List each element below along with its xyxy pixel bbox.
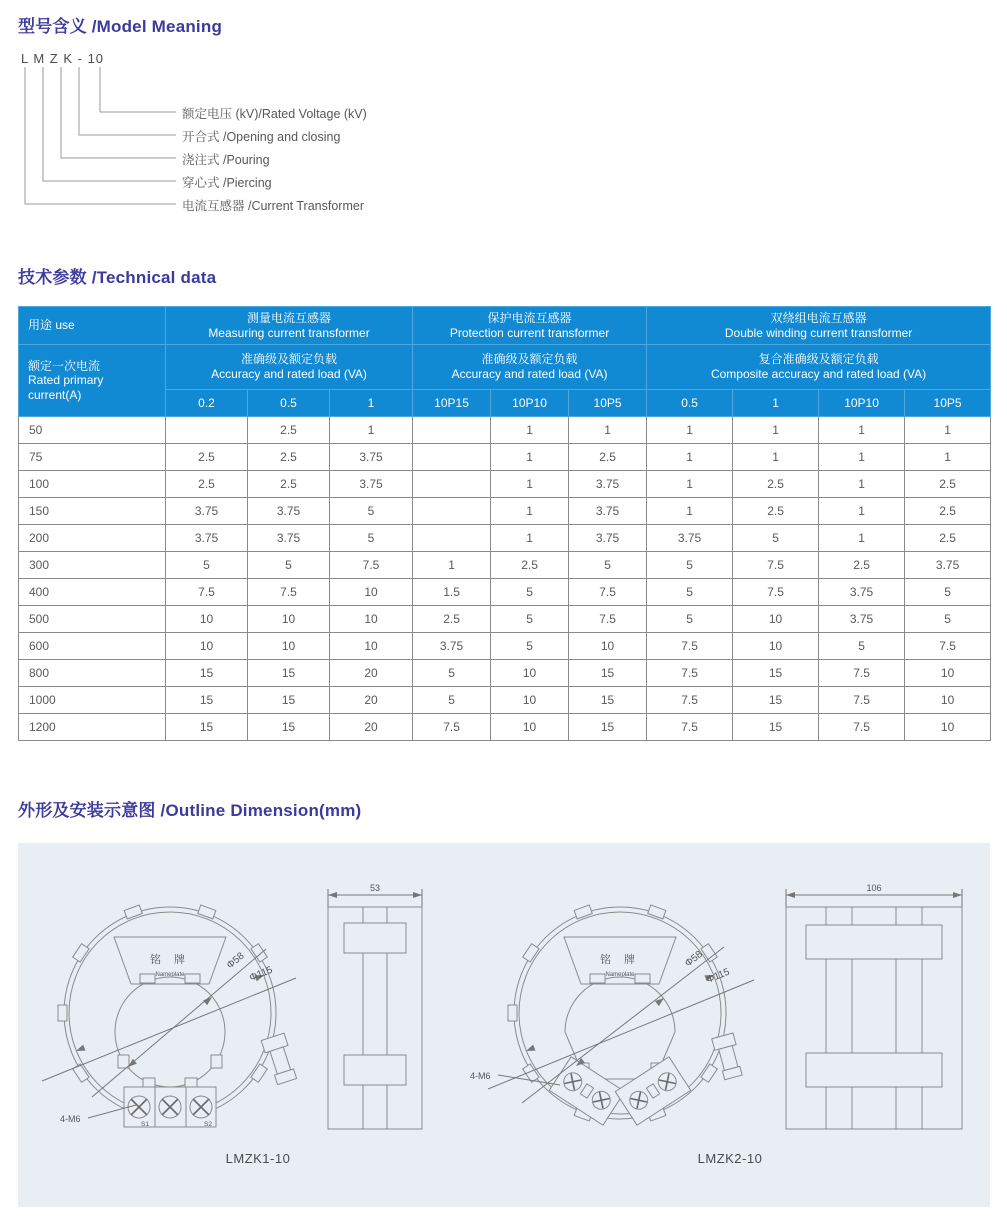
cell-rated-current: 400 [19, 579, 166, 606]
cell-value: 1 [819, 498, 905, 525]
header-sub-measuring-en: Accuracy and rated load (VA) [211, 367, 367, 381]
dim-label-phi115: Φ115 [248, 964, 275, 984]
cell-value: 1 [330, 417, 413, 444]
header-group-protection-cn: 保护电流互感器 [487, 310, 572, 325]
cell-value: 15 [733, 660, 819, 687]
cell-value: 1 [647, 498, 733, 525]
cell-value: 10 [569, 633, 647, 660]
col-10P5: 10P5 [569, 390, 647, 417]
header-group-double-winding-en: Double winding current transformer [724, 325, 913, 340]
cell-value: 3.75 [905, 552, 991, 579]
cell-value: 5 [647, 552, 733, 579]
header-sub-protection [413, 345, 647, 390]
header-group-measuring-en: Measuring current transformer [208, 325, 370, 340]
cell-rated-current: 1000 [19, 687, 166, 714]
cell-value: 1 [647, 471, 733, 498]
table-row [19, 444, 991, 471]
terminal-block-left [549, 1057, 624, 1125]
cell-value: 10 [491, 714, 569, 741]
cell-value: 1 [647, 417, 733, 444]
col-0.5: 0.5 [248, 390, 330, 417]
cell-rated-current: 150 [19, 498, 166, 525]
dim-label-phi58: Φ58 [224, 950, 247, 972]
cell-value: 1 [733, 417, 819, 444]
cell-value: 10 [733, 633, 819, 660]
cell-value: 3.75 [569, 498, 647, 525]
caption-lmzk1-10: LMZK1-10 [225, 1151, 291, 1166]
cell-value: 2.5 [905, 498, 991, 525]
header-group-protection-en: Protection current transformer [449, 325, 610, 340]
table-header-row-1 [19, 307, 991, 345]
cell-value: 7.5 [248, 579, 330, 606]
cell-value: 1 [905, 444, 991, 471]
bolt-label: 4-M6 [60, 1114, 81, 1124]
col-dw-10P10: 10P10 [819, 390, 905, 417]
cell-value: 20 [330, 687, 413, 714]
cell-value: 7.5 [647, 633, 733, 660]
cell-value: 1.5 [413, 579, 491, 606]
header-group-measuring-cn: 测量电流互感器 [247, 310, 332, 325]
cell-value: 15 [569, 687, 647, 714]
header-primary-en1: Rated primary [28, 373, 104, 388]
cell-value: 20 [330, 660, 413, 687]
cell-value: 15 [248, 714, 330, 741]
table-row [19, 498, 991, 525]
outline-drawing-panel [18, 843, 990, 1207]
cell-value: 15 [166, 714, 248, 741]
table-row [19, 579, 991, 606]
dim-label-phi115: Φ115 [705, 966, 732, 986]
model-meaning-title: 型号含义 /Model Meaning [18, 17, 223, 36]
cell-value: 3.75 [330, 471, 413, 498]
cell-value: 3.75 [819, 606, 905, 633]
header-rated-primary-current [19, 345, 166, 417]
cell-value: 10 [905, 714, 991, 741]
cell-value: 2.5 [166, 444, 248, 471]
header-sub-double-winding-cn: 复合准确级及额定负载 [758, 352, 879, 367]
cell-rated-current: 75 [19, 444, 166, 471]
cell-value: 7.5 [330, 552, 413, 579]
cell-value: 5 [905, 579, 991, 606]
cell-value [413, 525, 491, 552]
cell-rated-current: 200 [19, 525, 166, 552]
cell-value: 3.75 [413, 633, 491, 660]
terminal-label-s2: S2 [204, 1121, 212, 1128]
cell-value: 3.75 [248, 498, 330, 525]
cell-value [166, 417, 248, 444]
terminal-block [124, 1087, 216, 1128]
dimension-53 [328, 883, 422, 907]
cell-value: 10 [491, 687, 569, 714]
cell-value: 10 [166, 633, 248, 660]
cell-value: 15 [166, 660, 248, 687]
cell-value: 5 [166, 552, 248, 579]
cell-value: 3.75 [248, 525, 330, 552]
technical-data-title: 技术参数 /Technical data [18, 268, 217, 287]
lmzk1-front-view-drawing [38, 885, 303, 1160]
bolt-callout [470, 1071, 560, 1085]
cell-value: 3.75 [819, 579, 905, 606]
cell-value: 10 [905, 687, 991, 714]
cell-value: 5 [330, 525, 413, 552]
col-10P10: 10P10 [491, 390, 569, 417]
table-row [19, 552, 991, 579]
cell-value: 2.5 [569, 444, 647, 471]
cell-value: 1 [491, 471, 569, 498]
cell-value: 10 [733, 606, 819, 633]
cell-value: 1 [819, 471, 905, 498]
cell-value: 1 [819, 525, 905, 552]
header-group-protection [413, 307, 647, 345]
cell-rated-current: 500 [19, 606, 166, 633]
technical-data-table [18, 306, 991, 741]
cell-rated-current: 600 [19, 633, 166, 660]
cell-value: 5 [569, 552, 647, 579]
nameplate-en: Nameplate [605, 972, 635, 978]
cell-value: 1 [819, 444, 905, 471]
cell-value: 3.75 [330, 444, 413, 471]
model-code: L M Z K - 10 [21, 51, 105, 66]
table-row [19, 633, 991, 660]
cell-value: 3.75 [166, 498, 248, 525]
cell-value: 5 [733, 525, 819, 552]
side-connector [261, 1033, 298, 1085]
cell-value: 2.5 [733, 498, 819, 525]
lmzk1-side-view-drawing [300, 875, 450, 1140]
table-row [19, 687, 991, 714]
cell-value: 10 [491, 660, 569, 687]
cell-value: 2.5 [491, 552, 569, 579]
cell-value: 5 [413, 687, 491, 714]
cell-value: 15 [248, 660, 330, 687]
table-row [19, 471, 991, 498]
lmzk2-side-view-drawing [762, 875, 987, 1140]
cell-value: 5 [491, 579, 569, 606]
cell-value: 7.5 [413, 714, 491, 741]
cell-value: 5 [819, 633, 905, 660]
cell-value: 7.5 [819, 687, 905, 714]
table-row [19, 660, 991, 687]
cell-value: 1 [647, 444, 733, 471]
dimension-phi58 [522, 947, 724, 1103]
header-sub-protection-en: Accuracy and rated load (VA) [451, 367, 608, 381]
cell-value: 7.5 [569, 579, 647, 606]
cell-value: 3.75 [569, 471, 647, 498]
cell-value: 7.5 [569, 606, 647, 633]
bolt-label: 4-M6 [470, 1071, 491, 1081]
cell-value: 15 [166, 687, 248, 714]
cell-value: 2.5 [819, 552, 905, 579]
cell-value: 3.75 [647, 525, 733, 552]
cell-value: 2.5 [413, 606, 491, 633]
header-group-double-winding-cn: 双绕组电流互感器 [770, 310, 867, 325]
cell-value: 1 [569, 417, 647, 444]
cell-value: 3.75 [569, 525, 647, 552]
cell-value: 5 [905, 606, 991, 633]
table-header-row-2 [19, 345, 991, 390]
terminal-label-s1: S1 [141, 1121, 149, 1128]
header-primary-en2: current(A) [28, 387, 82, 402]
header-sub-measuring-cn: 准确级及额定负载 [241, 352, 338, 367]
cell-rated-current: 50 [19, 417, 166, 444]
cell-value: 1 [819, 417, 905, 444]
model-label-piercing: 穿心式 /Piercing [182, 176, 272, 190]
cell-value: 1 [413, 552, 491, 579]
cell-value: 1 [905, 417, 991, 444]
cell-value: 1 [491, 444, 569, 471]
cell-value: 2.5 [248, 417, 330, 444]
cell-value: 7.5 [733, 579, 819, 606]
cell-rated-current: 1200 [19, 714, 166, 741]
cell-value: 5 [413, 660, 491, 687]
technical-table-body [19, 417, 991, 741]
cell-value: 5 [647, 606, 733, 633]
header-sub-measuring [166, 345, 413, 390]
header-use: 用途 use [19, 307, 166, 345]
col-1: 1 [330, 390, 413, 417]
nameplate-en: Nameplate [155, 972, 185, 978]
cell-rated-current: 100 [19, 471, 166, 498]
caption-lmzk2-10: LMZK2-10 [697, 1151, 763, 1166]
header-sub-double-winding [647, 345, 991, 390]
cell-value: 7.5 [733, 552, 819, 579]
cell-value: 3.75 [166, 525, 248, 552]
cell-value: 1 [491, 525, 569, 552]
dim-label-53: 53 [369, 883, 381, 893]
cell-value: 5 [248, 552, 330, 579]
cell-value [413, 417, 491, 444]
cell-value: 1 [491, 498, 569, 525]
header-group-double-winding [647, 307, 991, 345]
cell-value: 7.5 [647, 687, 733, 714]
table-row [19, 525, 991, 552]
cell-value: 5 [330, 498, 413, 525]
cell-value [413, 498, 491, 525]
cell-value: 1 [733, 444, 819, 471]
cell-value: 10 [248, 633, 330, 660]
cell-rated-current: 300 [19, 552, 166, 579]
cell-value: 10 [330, 579, 413, 606]
dim-label-106: 106 [866, 883, 882, 893]
col-dw-10P5: 10P5 [905, 390, 991, 417]
cell-value [413, 444, 491, 471]
header-primary-cn: 额定一次电流 [28, 358, 101, 373]
cell-value: 15 [248, 687, 330, 714]
table-row [19, 417, 991, 444]
model-label-opening-closing: 开合式 /Opening and closing [182, 130, 341, 144]
cell-value: 10 [330, 606, 413, 633]
dim-label-phi58: Φ58 [683, 948, 705, 970]
cell-value: 1 [491, 417, 569, 444]
cell-value: 2.5 [248, 471, 330, 498]
outline-dimension-title: 外形及安装示意图 /Outline Dimension(mm) [18, 801, 362, 820]
col-dw-1: 1 [733, 390, 819, 417]
lmzk2-front-view-drawing [470, 885, 760, 1160]
cell-value: 7.5 [905, 633, 991, 660]
cell-value: 2.5 [905, 471, 991, 498]
cell-value: 5 [491, 633, 569, 660]
table-row [19, 606, 991, 633]
header-sub-double-winding-en: Composite accuracy and rated load (VA) [710, 367, 927, 381]
cell-value: 10 [330, 633, 413, 660]
cell-value: 15 [569, 714, 647, 741]
col-0.2: 0.2 [166, 390, 248, 417]
cell-value: 20 [330, 714, 413, 741]
nameplate-cn: 铭 牌 [149, 954, 191, 966]
model-label-current-transformer: 电流互感器 /Current Transformer [182, 199, 364, 213]
header-group-measuring [166, 307, 413, 345]
nameplate-cn: 铭 牌 [599, 954, 641, 966]
cell-value: 7.5 [647, 660, 733, 687]
cell-value: 5 [647, 579, 733, 606]
cell-rated-current: 800 [19, 660, 166, 687]
cell-value: 7.5 [166, 579, 248, 606]
cell-value: 2.5 [248, 444, 330, 471]
cell-value: 7.5 [647, 714, 733, 741]
cell-value: 15 [733, 687, 819, 714]
cell-value: 10 [248, 606, 330, 633]
col-dw-0.5: 0.5 [647, 390, 733, 417]
terminal-block-right [615, 1057, 690, 1125]
cell-value: 7.5 [819, 714, 905, 741]
model-label-rated-voltage: 额定电压 (kV)/Rated Voltage (kV) [182, 107, 367, 121]
cell-value [413, 471, 491, 498]
model-label-pouring: 浇注式 /Pouring [182, 153, 270, 167]
cell-value: 7.5 [819, 660, 905, 687]
cell-value: 10 [905, 660, 991, 687]
dimension-106 [786, 883, 962, 907]
cell-value: 15 [733, 714, 819, 741]
cell-value: 5 [491, 606, 569, 633]
cell-value: 10 [166, 606, 248, 633]
table-row [19, 714, 991, 741]
cell-value: 15 [569, 660, 647, 687]
col-10P15: 10P15 [413, 390, 491, 417]
cell-value: 2.5 [905, 525, 991, 552]
cell-value: 2.5 [166, 471, 248, 498]
cell-value: 2.5 [733, 471, 819, 498]
header-sub-protection-cn: 准确级及额定负载 [481, 352, 578, 367]
